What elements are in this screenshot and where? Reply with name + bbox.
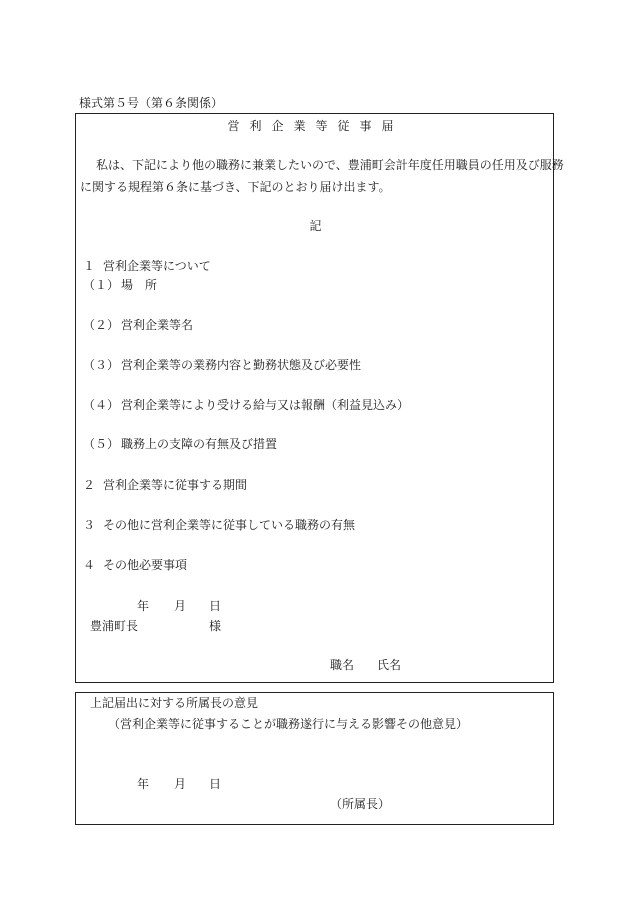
- sub-item-1-number: （１）: [83, 278, 120, 292]
- supervisor-opinion-box: [75, 692, 554, 825]
- date-month: 月: [174, 599, 187, 613]
- notification-form: [75, 113, 564, 683]
- sub-item-4-number: （４）: [83, 398, 120, 412]
- item-4-label: その他必要事項: [103, 558, 188, 572]
- item-2-number: ２: [83, 478, 96, 492]
- sub-item-5-number: （５）: [83, 437, 120, 451]
- item-4-number: ４: [83, 558, 96, 572]
- addressee-honorific: 様: [209, 619, 222, 633]
- sub-item-2-label: 営利企業等名: [121, 318, 194, 332]
- addressee-name: 豊浦町長: [90, 619, 139, 633]
- item-2-label: 営利企業等に従事する期間: [103, 478, 248, 492]
- date-day: 日: [209, 599, 222, 613]
- item-3-label: その他に営利企業等に従事している職務の有無: [103, 518, 356, 532]
- supervisor-signature-label: （所属長）: [330, 797, 391, 811]
- item-3-number: ３: [83, 518, 96, 532]
- opinion-heading: 上記届出に対する所属長の意見: [90, 696, 259, 710]
- opinion-date-year: 年: [137, 777, 150, 791]
- item-1-number: １: [83, 259, 96, 273]
- declaration-line-1: 私は、下記により他の職務に兼業したいので、豊浦町会計年度任用職員の任用及び服務: [96, 158, 564, 172]
- sub-item-5-label: 職務上の支障の有無及び措置: [121, 437, 278, 451]
- sub-item-4-label: 営利企業等により受ける給与又は報酬（利益見込み）: [121, 398, 410, 412]
- form-number-label: 様式第５号（第６条関係）: [79, 96, 224, 110]
- applicant-job-title: 職名: [330, 658, 355, 672]
- opinion-subheading: （営利企業等に従事することが職務遂行に与える影響その他意見）: [108, 717, 469, 731]
- sub-item-3-label: 営利企業等の業務内容と勤務状態及び必要性: [121, 358, 362, 372]
- item-1-label: 営利企業等について: [103, 259, 211, 273]
- date-year: 年: [137, 599, 150, 613]
- sub-item-2-number: （２）: [83, 318, 120, 332]
- applicant-full-name: 氏名: [377, 658, 402, 672]
- declaration-line-2: に関する規程第６条に基づき、下記のとおり届け出ます。: [80, 180, 391, 194]
- opinion-date-day: 日: [209, 777, 222, 791]
- ki-heading: 記: [309, 219, 322, 233]
- sub-item-3-number: （３）: [83, 358, 120, 372]
- opinion-date-month: 月: [174, 777, 187, 791]
- form-title: 営利企業等従事届: [227, 119, 404, 133]
- sub-item-1-label: 場 所: [121, 278, 158, 292]
